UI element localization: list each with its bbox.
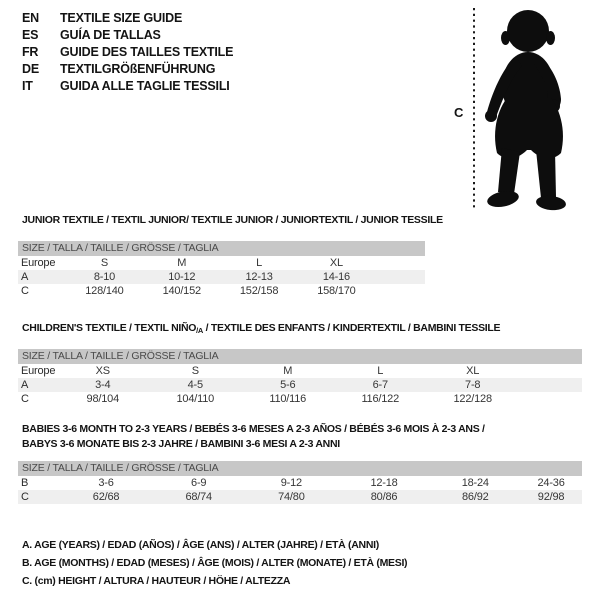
toddler-silhouette bbox=[485, 10, 567, 212]
size-value: 98/104 bbox=[86, 393, 119, 405]
babies-section-title bbox=[22, 422, 485, 452]
language-row bbox=[22, 43, 233, 60]
junior-table bbox=[18, 256, 425, 298]
table-row bbox=[18, 284, 425, 298]
measure-label-c: C bbox=[454, 105, 464, 120]
table-row bbox=[18, 476, 582, 490]
size-value: 6-7 bbox=[372, 379, 388, 391]
babies-title-line2: BABYS 3-6 MONATE BIS 2-3 JAHRE / BAMBINI 3-6 MESI A 2-3 ANNI bbox=[22, 438, 340, 450]
row-label: Europe bbox=[21, 365, 56, 377]
language-list bbox=[22, 9, 233, 94]
size-value: 104/110 bbox=[176, 393, 215, 405]
language-code: ES bbox=[22, 27, 39, 42]
size-value: 12-13 bbox=[245, 271, 273, 283]
children-title-text: / TEXTILE DES ENFANTS / KINDERTEXTIL / BAMBINI TESSILE bbox=[203, 322, 501, 334]
size-value: 9-12 bbox=[280, 477, 302, 489]
size-value: S bbox=[191, 365, 199, 377]
junior-size-table bbox=[18, 241, 425, 298]
language-row bbox=[22, 9, 233, 26]
filler-cell bbox=[519, 392, 582, 406]
language-label: GUÍA DE TALLAS bbox=[60, 27, 161, 42]
row-label: C bbox=[21, 393, 29, 405]
language-label: GUIDA ALLE TAGLIE TESSILI bbox=[60, 78, 230, 93]
size-value: 62/68 bbox=[92, 491, 120, 503]
row-label: Europe bbox=[21, 257, 56, 269]
size-value: 122/128 bbox=[453, 393, 492, 405]
size-value: 116/122 bbox=[361, 393, 399, 405]
size-value: 8-10 bbox=[93, 271, 116, 283]
babies-title-line1: BABIES 3-6 MONTH TO 2-3 YEARS / BEBÉS 3-6 MESES A 2-3 AÑOS / BÉBÉS 3-6 MOIS À 2-3 ANS / bbox=[22, 423, 485, 435]
babies-size-table bbox=[18, 461, 582, 504]
table-row bbox=[18, 256, 425, 270]
size-value: 10-12 bbox=[168, 271, 196, 283]
row-label: A bbox=[21, 271, 29, 283]
language-code: DE bbox=[22, 61, 39, 76]
children-title-text: CHILDREN'S TEXTILE / TEXTIL NIÑO bbox=[22, 322, 197, 334]
size-value: 6-9 bbox=[191, 477, 207, 489]
footnote-c: C. (cm) HEIGHT / ALTURA / HAUTEUR / HÖHE / ALTEZZA bbox=[22, 575, 291, 587]
size-value: 152/158 bbox=[239, 285, 279, 297]
table-row bbox=[18, 392, 582, 406]
row-label: B bbox=[21, 477, 29, 489]
row-label: C bbox=[21, 491, 29, 503]
size-header-bar: SIZE / TALLA / TAILLE / GRÖSSE / TAGLIA bbox=[18, 241, 425, 256]
filler-cell bbox=[375, 284, 425, 298]
children-section-title bbox=[22, 321, 500, 336]
language-label: TEXTILE SIZE GUIDE bbox=[60, 10, 183, 25]
size-value: 80/86 bbox=[370, 491, 398, 503]
junior-section-title: JUNIOR TEXTILE / TEXTIL JUNIOR/ TEXTILE JUNIOR / JUNIORTEXTIL / JUNIOR TESSILE bbox=[22, 214, 443, 226]
language-code: EN bbox=[22, 10, 39, 25]
language-row bbox=[22, 26, 233, 43]
size-value: 74/80 bbox=[278, 491, 305, 503]
row-label: A bbox=[21, 379, 29, 391]
size-header-bar: SIZE / TALLA / TAILLE / GRÖSSE / TAGLIA bbox=[18, 461, 582, 476]
language-label: TEXTILGRÖßENFÜHRUNG bbox=[60, 61, 216, 76]
children-title-subscript: /A bbox=[196, 326, 204, 335]
size-value: XS bbox=[95, 365, 110, 377]
table-row bbox=[18, 490, 582, 504]
size-value: 12-18 bbox=[370, 477, 398, 489]
size-value: 68/74 bbox=[185, 491, 212, 503]
size-value: S bbox=[100, 257, 108, 269]
table-row bbox=[18, 378, 582, 392]
size-value: 158/170 bbox=[317, 285, 356, 297]
language-row bbox=[22, 60, 233, 77]
size-value: 92/98 bbox=[537, 491, 565, 503]
size-value: 4-5 bbox=[187, 379, 203, 391]
language-row bbox=[22, 77, 233, 94]
language-code: IT bbox=[22, 78, 33, 93]
height-figure bbox=[430, 0, 600, 220]
table-row bbox=[18, 270, 425, 284]
size-value: 110/116 bbox=[269, 393, 307, 405]
size-header-bar: SIZE / TALLA / TAILLE / GRÖSSE / TAGLIA bbox=[18, 349, 582, 364]
size-value: 3-4 bbox=[95, 379, 111, 391]
size-value: 5-6 bbox=[280, 379, 296, 391]
size-value: 86/92 bbox=[462, 491, 489, 503]
footnote-b: B. AGE (MONTHS) / EDAD (MESES) / ÂGE (MOIS) / ALTER (MONATE) / ETÀ (MESI) bbox=[22, 557, 408, 569]
size-value: 7-8 bbox=[465, 379, 481, 391]
size-value: 18-24 bbox=[461, 477, 489, 489]
children-table bbox=[18, 364, 582, 406]
size-value: 3-6 bbox=[98, 477, 114, 489]
filler-cell bbox=[375, 256, 425, 270]
size-value: 24-36 bbox=[537, 477, 565, 489]
babies-table bbox=[18, 476, 582, 504]
size-value: 128/140 bbox=[85, 285, 124, 297]
table-row bbox=[18, 364, 582, 378]
size-value: XL bbox=[466, 365, 480, 377]
size-value: XL bbox=[329, 257, 343, 269]
footnote-a: A. AGE (YEARS) / EDAD (AÑOS) / ÂGE (ANS) / ALTER (JAHRE) / ETÀ (ANNI) bbox=[22, 539, 379, 551]
filler-cell bbox=[519, 364, 582, 378]
language-code: FR bbox=[22, 44, 39, 59]
children-size-table bbox=[18, 349, 582, 406]
size-value: 140/152 bbox=[162, 285, 201, 297]
row-label: C bbox=[21, 285, 29, 297]
size-value: L bbox=[377, 365, 384, 377]
size-value: M bbox=[177, 257, 187, 269]
filler-cell bbox=[375, 270, 425, 284]
language-label: GUIDE DES TAILLES TEXTILE bbox=[60, 44, 234, 59]
filler-cell bbox=[519, 378, 582, 392]
size-value: L bbox=[256, 257, 263, 269]
size-value: 14-16 bbox=[322, 271, 350, 283]
size-value: M bbox=[283, 365, 293, 377]
footnotes bbox=[22, 536, 407, 590]
